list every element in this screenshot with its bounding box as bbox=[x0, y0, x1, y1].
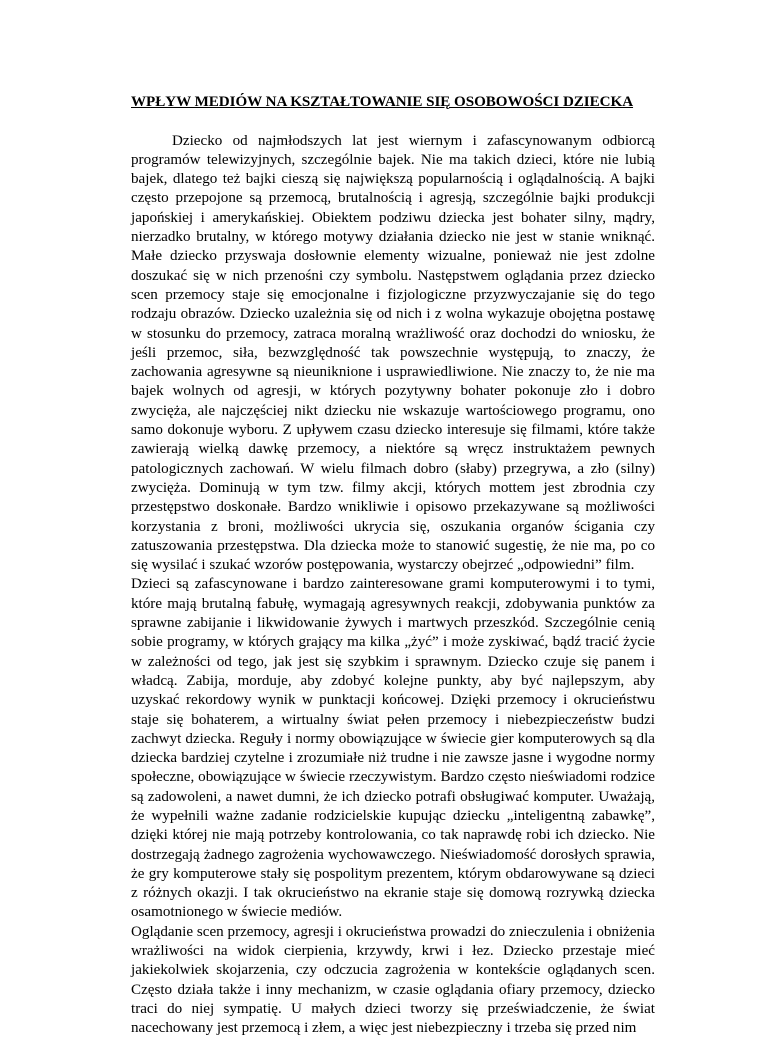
paragraph-tv-cartoons: Dziecko od najmłodszych lat jest wiernym i zafascynowanym odbiorcą programów telewizyjnych, szczególnie bajek. Nie ma takich dzieci, które nie lubią bajek, dlatego też bajki cieszą się największą popularnością i oglądalnością. A bajki często przepojone są przemocą, brutalnością i agresją, szczególnie bajki produkcji japońskiej i amerykańskiej. Obiektem podziwu dziecka jest bohater silny, mądry, nierzadko brutalny, w którego motywy działania dziecko nie jest w stanie wniknąć. Małe dziecko przyswaja dosłownie elementy wizualne, ponieważ nie jest zdolne doszukać się w nich przenośni czy symbolu. Następstwem oglądania przez dziecko scen przemocy staje się emocjonalne i fizjologiczne przyzwyczajanie się do tego rodzaju obrazów. Dziecko uzależnia się od nich i z wolna wykazuje obojętna postawę w stosunku do przemocy, zatraca moralną wrażliwość oraz dochodzi do wniosku, że jeśli przemoc, siła, bezwzględność tak powszechnie występują, to znaczy, że zachowania agresywne są nieuniknione i usprawiedliwione. Nie znaczy to, że nie ma bajek wolnych od agresji, w których pozytywny bohater pokonuje zło i dobro zwycięża, ale najczęściej nikt dziecku nie wskazuje wartościowego programu, ono samo dokonuje wyboru. Z upływem czasu dziecko interesuje się filmami, które także zawierają wielką dawkę przemocy, a niektóre są wręcz instruktażem pewnych patologicznych zachowań. W wielu filmach dobro (słaby) przegrywa, a zło (silny) zwycięża. Dominują w tym tzw. filmy akcji, których mottem jest zbrodnia czy przestępstwo doskonałe. Bardzo wnikliwie i opisowo przekazywane są możliwości korzystania z broni, możliwości ukrycia się, oszukania organów ścigania czy zatuszowania przestępstwa. Dla dziecka może to stanowić sugestię, że nie ma, po co się wysilać i szukać wzorów postępowania, wystarczy obejrzeć „odpowiedni” film. bbox=[131, 132, 655, 574]
paragraph-computer-games: Dzieci są zafascynowane i bardzo zainteresowane grami komputerowymi i to tymi, które mają brutalną fabułę, wymagają agresywnych reakcji, zdobywania punktów za sprawne zabijanie i likwidowanie żywych i martwych przeszkód. Szczególnie cenią sobie programy, w których grający ma kilka „żyć” i może zyskiwać, bądź tracić życie w zależności od tego, jak jest się szybkim i sprawnym. Dziecko czuje się panem i władcą. Zabija, morduje, aby zdobyć kolejne punkty, aby być najlepszym, aby uzyskać rekordowy wynik w punktacji końcowej. Dzięki przemocy i okrucieństwu staje się bohaterem, a wirtualny świat pełen przemocy i niebezpieczeństw budzi zachwyt dziecka. Reguły i normy obowiązujące w świecie gier komputerowych są dla dziecka bardziej czytelne i zrozumiałe niż trudne i nie zawsze jasne i wygodne normy społeczne, obowiązujące w świecie rzeczywistym. Bardzo często nieświadomi rodzice są zadowoleni, a nawet dumni, że ich dziecko potrafi obsługiwać komputer. Uważają, że wypełnili ważne zadanie rodzicielskie kupując dziecku „inteligentną zabawkę”, dzięki której nie mają potrzeby kontrolowania, co tak naprawdę robi ich dziecko. Nie dostrzegają żadnego zagrożenia wychowawczego. Nieświadomość dorosłych sprawia, że gry komputerowe stały się pospolitym prezentem, którym obdarowywane są dzieci z różnych okazji. I tak okrucieństwo na ekranie staje się domową rozrywką dziecka osamotnionego w świecie mediów. bbox=[131, 576, 655, 921]
document-body bbox=[131, 93, 655, 1039]
document-title: WPŁYW MEDIÓW NA KSZTAŁTOWANIE SIĘ OSOBOWOŚCI DZIECKA bbox=[131, 94, 634, 110]
paragraph-desensitization: Oglądanie scen przemocy, agresji i okrucieństwa prowadzi do znieczulenia i obniżenia wrażliwości na widok cierpienia, krzywdy, krwi i łez. Dziecko przestaje mieć jakiekolwiek skojarzenia, czy odczucia zagrożenia w kontekście oglądanych scen. Często działa także i inny mechanizm, w czasie oglądania ofiary przemocy, dziecko traci do niej sympatię. U małych dzieci tworzy się przeświadczenie, że świat nacechowany jest przemocą i złem, a więc jest niebezpieczny i trzeba się przed nim bbox=[131, 923, 655, 1037]
